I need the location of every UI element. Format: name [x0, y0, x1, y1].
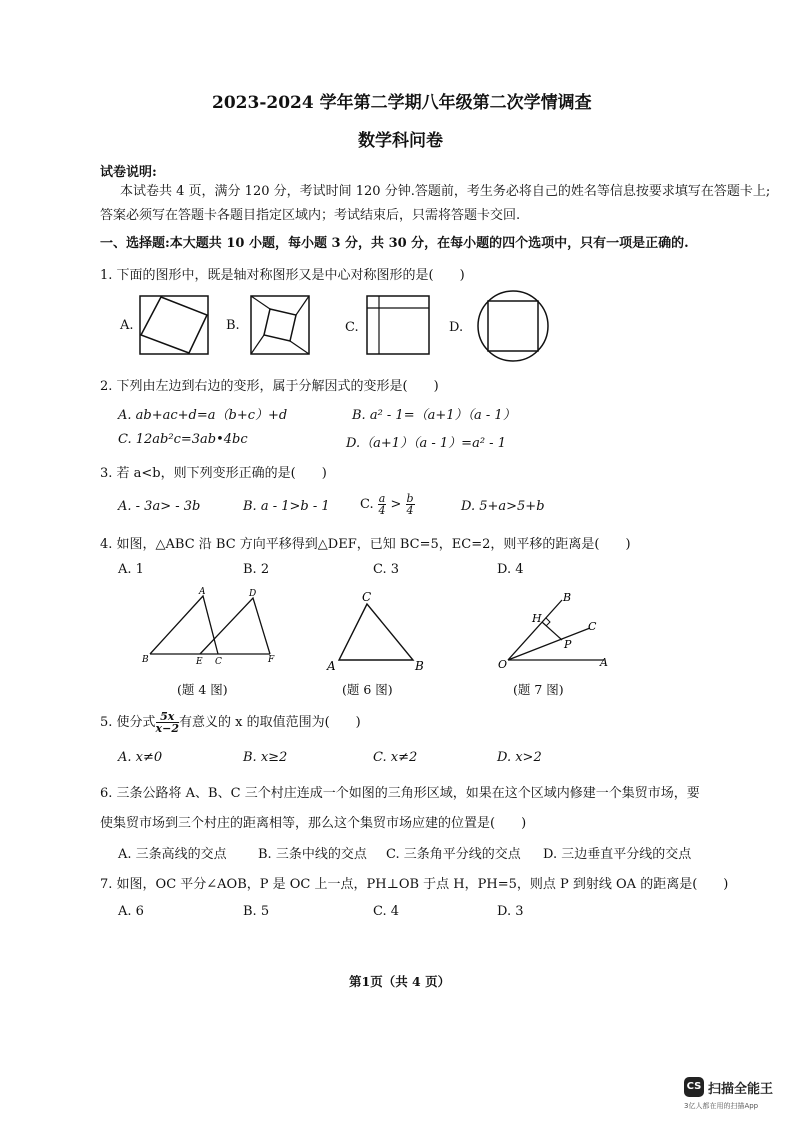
q1-option-c-label: C. — [345, 320, 359, 335]
fig6-point-c: C — [362, 590, 372, 604]
q6-option-a: A. 三条高线的交点 — [118, 847, 227, 862]
q1-figure-c — [366, 295, 432, 357]
q5-denominator: x−2 — [155, 722, 179, 735]
q5-numerator: 5x — [156, 711, 179, 723]
fig7-point-o: O — [498, 658, 508, 671]
q4-stem: 4. 如图，△ABC 沿 BC 方向平移得到△DEF，已知 BC=5，EC=2，则平移的距离是( ) — [100, 537, 631, 552]
q2-option-c: C. 12ab²c=3ab•4bc — [118, 432, 248, 447]
q5-option-d: D. x>2 — [497, 750, 542, 765]
q3-option-c-fraction-right — [406, 493, 415, 516]
q5-stem-post: 有意义的 x 的取值范围为( ) — [178, 715, 361, 730]
q6-option-b: B. 三条中线的交点 — [258, 847, 367, 862]
q5-stem-pre: 5. 使分式 — [100, 715, 156, 730]
q6-stem-line-1: 6. 三条公路将 A、B、C 三个村庄连成一个如图的三角形区域，如果在这个区域内修建一个集贸市场，要 — [100, 786, 700, 801]
fig7-point-b: B — [563, 591, 572, 604]
page-footer: 第1页（共 4 页） — [349, 974, 451, 989]
q3-c-numerator-left: a — [378, 492, 386, 505]
q5-option-c: C. x≠2 — [373, 750, 418, 765]
scanner-logo-icon: CS — [684, 1077, 704, 1097]
q2-option-b: B. a² - 1=（a+1）（a - 1） — [352, 408, 516, 423]
q3-c-operator: > — [390, 497, 402, 512]
fig6-point-a: A — [327, 659, 336, 673]
q1-figure-a — [139, 295, 211, 357]
q2-option-d: D.（a+1）（a - 1）=a² - 1 — [346, 436, 506, 451]
q3-option-a: A. - 3a> - 3b — [118, 499, 201, 514]
q1-option-a-label: A. — [120, 318, 134, 333]
q2-stem: 2. 下列由左边到右边的变形，属于分解因式的变形是( ) — [100, 379, 439, 394]
q3-option-b: B. a - 1>b - 1 — [243, 499, 330, 514]
q4-option-d: D. 4 — [497, 562, 524, 577]
fig4-point-e: E — [196, 657, 203, 667]
fig7-point-a: A — [600, 656, 608, 669]
section-heading: 一、选择题:本大题共 10 小题，每小题 3 分，共 30 分，在每小题的四个选项中，只有一项是正确的. — [100, 236, 689, 251]
figure-7-caption: (题 7 图) — [513, 682, 564, 697]
fig4-point-d: D — [249, 589, 257, 599]
q4-option-c: C. 3 — [373, 562, 400, 577]
fig4-point-b: B — [142, 655, 149, 665]
scanner-brand: 扫描全能王 — [708, 1082, 774, 1097]
figure-4-diagram — [140, 588, 280, 670]
q3-option-d: D. 5+a>5+b — [461, 499, 545, 514]
fig7-point-p: P — [564, 638, 572, 651]
q3-option-c-fraction-left — [378, 493, 387, 516]
q4-option-a: A. 1 — [118, 562, 144, 577]
fig7-point-h: H — [532, 612, 542, 625]
q5-option-a: A. x≠0 — [118, 750, 163, 765]
q1-figure-d — [477, 290, 551, 364]
q6-option-d: D. 三边垂直平分线的交点 — [543, 847, 692, 862]
fig4-point-c: C — [215, 657, 222, 667]
q7-option-c: C. 4 — [373, 904, 400, 919]
fig4-point-a: A — [199, 587, 206, 597]
q3-option-c-label: C. — [360, 497, 374, 512]
q5-stem — [100, 711, 361, 734]
q4-option-b: B. 2 — [243, 562, 270, 577]
q5-option-b: B. x≥2 — [243, 750, 288, 765]
q7-option-a: A. 6 — [118, 904, 144, 919]
q1-option-d-label: D. — [449, 320, 464, 335]
figure-7-diagram — [496, 588, 616, 674]
q2-option-a: A. ab+ac+d=a（b+c）+d — [118, 408, 288, 423]
page-subtitle: 数学科问卷 — [358, 131, 443, 151]
q7-option-b: B. 5 — [243, 904, 270, 919]
q6-option-c: C. 三条角平分线的交点 — [386, 847, 521, 862]
q1-option-b-label: B. — [226, 318, 240, 333]
q3-option-c — [360, 493, 415, 516]
notes-label: 试卷说明: — [100, 165, 157, 180]
q1-stem: 1. 下面的图形中，既是轴对称图形又是中心对称图形的是( ) — [100, 268, 465, 283]
notes-line-1: 本试卷共 4 页，满分 120 分，考试时间 120 分钟.答题前，考生务必将自己的姓名等信息按要求填写在答题卡上; — [120, 184, 771, 199]
q3-stem: 3. 若 a<b，则下列变形正确的是( ) — [100, 466, 327, 481]
fig7-point-c: C — [588, 620, 597, 633]
fig6-point-b: B — [415, 659, 424, 673]
q6-stem-line-2: 使集贸市场到三个村庄的距离相等，那么这个集贸市场应建的位置是( ) — [100, 816, 527, 831]
q3-c-denominator-right: 4 — [406, 504, 414, 517]
q7-option-d: D. 3 — [497, 904, 524, 919]
q1-figure-b — [250, 295, 312, 357]
q3-c-numerator-right: b — [406, 492, 414, 505]
q3-c-denominator-left: 4 — [378, 504, 386, 517]
figure-6-caption: (题 6 图) — [342, 682, 393, 697]
figure-4-caption: (题 4 图) — [177, 682, 228, 697]
notes-line-2: 答案必须写在答题卡各题目指定区域内；考试结束后，只需将答题卡交回. — [100, 208, 521, 223]
fig4-point-f: F — [268, 655, 275, 665]
q7-stem: 7. 如图，OC 平分∠AOB，P 是 OC 上一点，PH⊥OB 于点 H，PH=5，则点 P 到射线 OA 的距离是( ) — [100, 877, 729, 892]
scanner-tagline: 3亿人都在用的扫描App — [684, 1102, 759, 1110]
figure-6-diagram — [325, 588, 431, 674]
q5-fraction — [156, 711, 179, 734]
page-title: 2023-2024 学年第二学期八年级第二次学情调查 — [212, 93, 592, 113]
